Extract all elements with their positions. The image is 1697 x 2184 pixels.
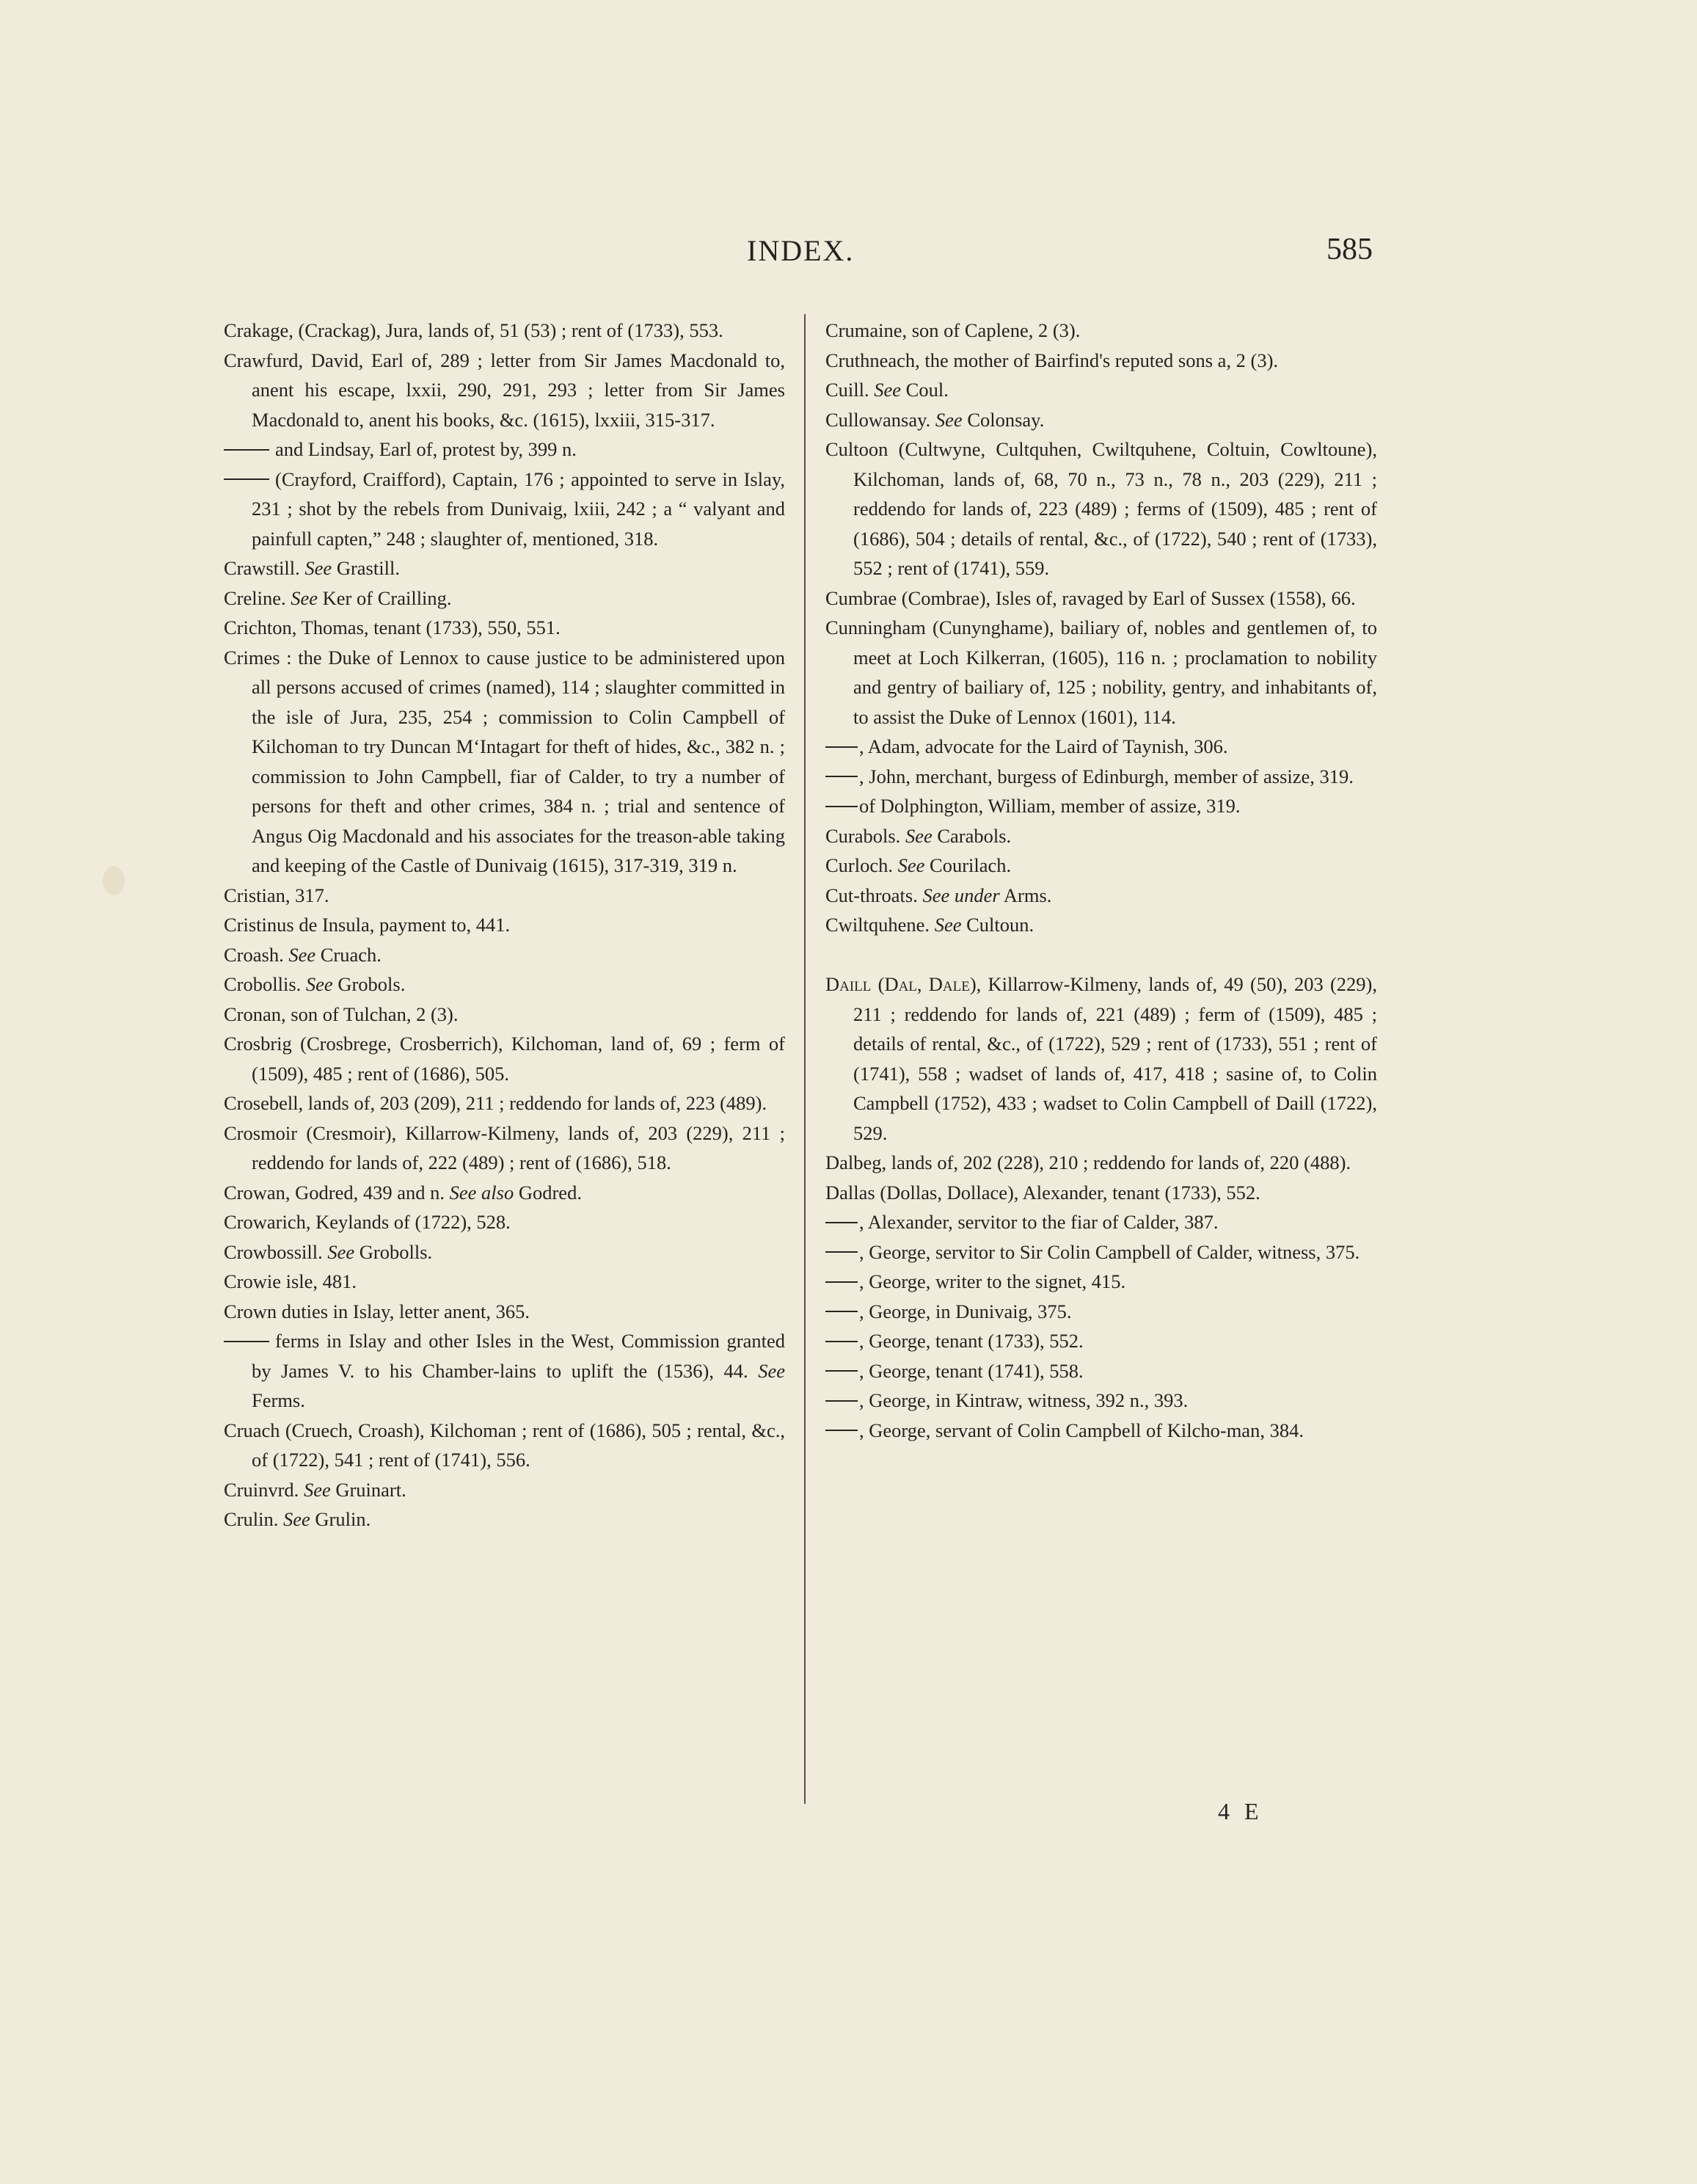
index-entry — [224, 583, 785, 614]
index-entry-text: Croash. See Cruach. — [224, 943, 382, 966]
index-entry-text: Curloch. See Courilach. — [825, 854, 1012, 876]
index-entry-text: (Crayford, Craifford), Captain, 176 ; appointed to serve in Islay, 231 ; shot by the rebels from Dunivaig, lxiii, 242 ; a “ valyant and painfull capten,” 248 ; slaughter of, mentioned, 318. — [252, 467, 785, 550]
index-entry — [825, 1326, 1377, 1356]
index-entry-text: of Dolphington, William, member of assize, 319. — [859, 795, 1241, 817]
index-entry-text: Crowarich, Keylands of (1722), 528. — [224, 1211, 511, 1233]
index-entry-text: , George, tenant (1741), 558. — [859, 1359, 1084, 1382]
index-entry-text: , George, tenant (1733), 552. — [859, 1330, 1084, 1352]
index-entry — [224, 346, 785, 435]
index-entry — [825, 762, 1377, 792]
index-entry — [825, 1148, 1377, 1178]
index-entry — [825, 1178, 1377, 1208]
index-entry-text: Creline. See Ker of Crailling. — [224, 586, 452, 609]
index-entry — [825, 1416, 1377, 1446]
index-entry — [825, 1356, 1377, 1386]
ditto-dash — [224, 449, 269, 451]
index-entry — [825, 316, 1377, 346]
running-title: INDEX. — [747, 234, 855, 267]
index-entry — [224, 881, 785, 911]
index-entry-text: Cullowansay. See Colonsay. — [825, 408, 1045, 431]
index-entry-text: Crichton, Thomas, tenant (1733), 550, 551. — [224, 616, 561, 638]
index-entry-text: , George, writer to the signet, 415. — [859, 1270, 1126, 1292]
index-entry — [224, 1297, 785, 1327]
index-entry — [825, 969, 1377, 1148]
index-entry-text: Cultoon (Cultwyne, Cultquhen, Cwiltquhene, Coltuin, Cowltoune), Kilchoman, lands of, 68, 70 n., 73 n., 78 n., 203 (229), 211 ; reddendo for lands of, 223 (489) ; ferms of (1509), 485 ; rent of (1686), 504 ; details of rental, &c., of (1722), 540 ; rent of (1733), 552 ; rent of (1741), 559. — [825, 438, 1377, 579]
index-entry-text: , Killarrow-Kilmeny, lands of, 49 (50), 203 (229), 211 ; reddendo for lands of, 221 (489) ; ferm of (1509), 485 ; details of rental, &c., of (1722), 529 ; rent of (1733), 551 ; rent of (1741), 558 ; wadset of lands of, 417, 418 ; sasine of, to Colin Campbell (1752), 433 ; wadset to Colin Campbell of Daill (1722), 529. — [853, 973, 1377, 1144]
ditto-dash — [825, 806, 858, 807]
ditto-dash — [825, 1251, 858, 1253]
index-entry — [825, 851, 1377, 881]
index-entry — [825, 791, 1377, 821]
index-entry-text: , Adam, advocate for the Laird of Taynish, 306. — [859, 735, 1228, 757]
index-entry-text: , George, in Dunivaig, 375. — [859, 1300, 1072, 1322]
index-entry — [224, 1326, 785, 1416]
index-entry — [224, 553, 785, 583]
index-entry-text: Crulin. See Grulin. — [224, 1508, 371, 1530]
index-entry — [825, 881, 1377, 911]
ditto-dash — [224, 1341, 269, 1342]
index-entry-text: Cruinvrd. See Gruinart. — [224, 1478, 406, 1501]
index-entry-text: Crawfurd, David, Earl of, 289 ; letter from Sir James Macdonald to, anent his escape, lxxii, 290, 291, 293 ; letter from Sir James Macdonald to, anent his books, &c. (1615), lxxiii, 315-317. — [224, 349, 785, 431]
index-entry-text: Cuill. See Coul. — [825, 379, 949, 401]
index-entry-text: Crosmoir (Cresmoir), Killarrow-Kilmeny, lands of, 203 (229), 211 ; reddendo for lands of, 222 (489) ; rent of (1686), 518. — [224, 1121, 785, 1173]
index-entry-text: Cumbrae (Combrae), Isles of, ravaged by Earl of Sussex (1558), 66. — [825, 586, 1356, 609]
index-entry — [825, 1386, 1377, 1416]
index-entry-text: Cristian, 317. — [224, 884, 329, 906]
index-entry — [224, 316, 785, 346]
index-entry-text: Crosebell, lands of, 203 (209), 211 ; reddendo for lands of, 223 (489). — [224, 1092, 767, 1114]
index-entry-text: Crowbossill. See Grobolls. — [224, 1240, 433, 1263]
index-entry — [825, 821, 1377, 851]
index-entry-text: Crowan, Godred, 439 and n. See also Godred. — [224, 1181, 582, 1204]
index-entry-text: , George, in Kintraw, witness, 392 n., 393. — [859, 1389, 1189, 1411]
index-entry-text: and Lindsay, Earl of, protest by, 399 n. — [275, 438, 577, 460]
ditto-dash — [224, 478, 269, 480]
index-column-left — [224, 316, 785, 1535]
index-entry — [224, 1504, 785, 1535]
index-entry — [825, 613, 1377, 732]
ditto-dash — [825, 1370, 858, 1372]
index-entry-text: , John, merchant, burgess of Edinburgh, member of assize, 319. — [859, 765, 1354, 787]
index-entry-text: Crowie isle, 481. — [224, 1270, 357, 1292]
index-entry-text: , Alexander, servitor to the fiar of Calder, 387. — [859, 1211, 1219, 1233]
index-entry-text: Curabols. See Carabols. — [825, 824, 1012, 847]
index-entry — [224, 910, 785, 940]
index-entry — [224, 1207, 785, 1237]
index-entry — [224, 1000, 785, 1030]
index-entry — [224, 1178, 785, 1208]
index-entry-text: Cwiltquhene. See Cultoun. — [825, 914, 1034, 936]
index-entry-text: Cunningham (Cunynghame), bailiary of, nobles and gentlemen of, to meet at Loch Kilkerran, (1605), 116 n. ; proclamation to nobility and gentry of bailiary of, 125 ; nobility, gentry, and inhabitants of, to assist the Duke of Lennox (1601), 114. — [825, 616, 1377, 728]
index-entry — [825, 1267, 1377, 1297]
index-entry-text: Crosbrig (Crosbrege, Crosberrich), Kilchoman, land of, 69 ; ferm of (1509), 485 ; rent of (1686), 505. — [224, 1033, 785, 1085]
index-entry-text: Cristinus de Insula, payment to, 441. — [224, 914, 511, 936]
index-entry-text: Cronan, son of Tulchan, 2 (3). — [224, 1002, 459, 1025]
index-entry — [224, 643, 785, 881]
index-entry — [825, 1207, 1377, 1237]
index-entry — [825, 732, 1377, 762]
index-entry-text: Crakage, (Crackag), Jura, lands of, 51 (53) ; rent of (1733), 553. — [224, 319, 723, 341]
index-entry — [224, 434, 785, 465]
index-entry — [224, 1237, 785, 1267]
index-entry — [825, 583, 1377, 614]
index-entry — [224, 1267, 785, 1297]
index-entry-text: Dallas (Dollas, Dollace), Alexander, tenant (1733), 552. — [825, 1181, 1260, 1204]
index-entry — [224, 465, 785, 554]
index-entry-text: Crimes : the Duke of Lennox to cause justice to be administered upon all persons accused of crimes (named), 114 ; slaughter committed in the isle of Jura, 235, 254 ; commission to Colin Campbell of Kilchoman to try Duncan M‘Intagart for theft of hides, &c., 382 n. ; commission to John Campbell, fiar of Calder, to try a number of persons for theft and other crimes, 384 n. ; trial and sentence of Angus Oig Macdonald and his associates for the treason-able taking and keeping of the Castle of Dunivaig (1615), 317-319, 319 n. — [224, 646, 785, 876]
index-entry — [825, 434, 1377, 583]
index-entry — [224, 1475, 785, 1505]
index-entry — [224, 1088, 785, 1118]
index-entry-text: Crobollis. See Grobols. — [224, 973, 406, 995]
index-entry-text: Cruthneach, the mother of Bairfind's reputed sons a, 2 (3). — [825, 349, 1279, 371]
ditto-dash — [825, 1281, 858, 1283]
index-entry — [825, 346, 1377, 376]
index-entry — [224, 1118, 785, 1178]
index-entry-text: Dalbeg, lands of, 202 (228), 210 ; reddendo for lands of, 220 (488). — [825, 1151, 1351, 1173]
index-entry-text: Cruach (Cruech, Croash), Kilchoman ; rent of (1686), 505 ; rental, &c., of (1722), 541 ; rent of (1741), 556. — [224, 1419, 785, 1471]
ditto-dash — [825, 1222, 858, 1223]
ditto-dash — [825, 746, 858, 748]
index-entry — [825, 1237, 1377, 1267]
index-entry-text: Crumaine, son of Caplene, 2 (3). — [825, 319, 1081, 341]
signature-mark: 4 E — [1218, 1798, 1263, 1824]
index-entry — [825, 375, 1377, 405]
column-divider — [804, 314, 806, 1804]
section-headword: Daill (Dal, Dale) — [825, 973, 977, 995]
page-number: 585 — [1326, 233, 1373, 266]
ditto-dash — [825, 1430, 858, 1431]
index-entry-text: Crawstill. See Grastill. — [224, 557, 400, 579]
ditto-dash — [825, 1341, 858, 1342]
index-column-right — [825, 316, 1377, 1445]
ditto-dash — [825, 1311, 858, 1312]
paper-stain — [103, 866, 125, 895]
index-entry — [825, 910, 1377, 940]
ditto-dash — [825, 776, 858, 777]
index-entry-text: ferms in Islay and other Isles in the West, Commission granted by James V. to his Chamber-lains to uplift the (1536), 44. See Ferms. — [252, 1330, 785, 1411]
index-entry — [825, 405, 1377, 435]
index-entry — [224, 613, 785, 643]
index-entry-text: Cut-throats. See under Arms. — [825, 884, 1052, 906]
index-entry — [224, 940, 785, 970]
index-entry — [224, 969, 785, 1000]
index-entry — [224, 1416, 785, 1475]
index-entry-text: , George, servitor to Sir Colin Campbell of Calder, witness, 375. — [859, 1240, 1360, 1263]
index-entry-text: , George, servant of Colin Campbell of Kilcho-man, 384. — [859, 1419, 1304, 1441]
ditto-dash — [825, 1400, 858, 1402]
index-entry — [825, 1297, 1377, 1327]
index-entry-text: Crown duties in Islay, letter anent, 365. — [224, 1300, 530, 1322]
index-entry — [224, 1029, 785, 1088]
